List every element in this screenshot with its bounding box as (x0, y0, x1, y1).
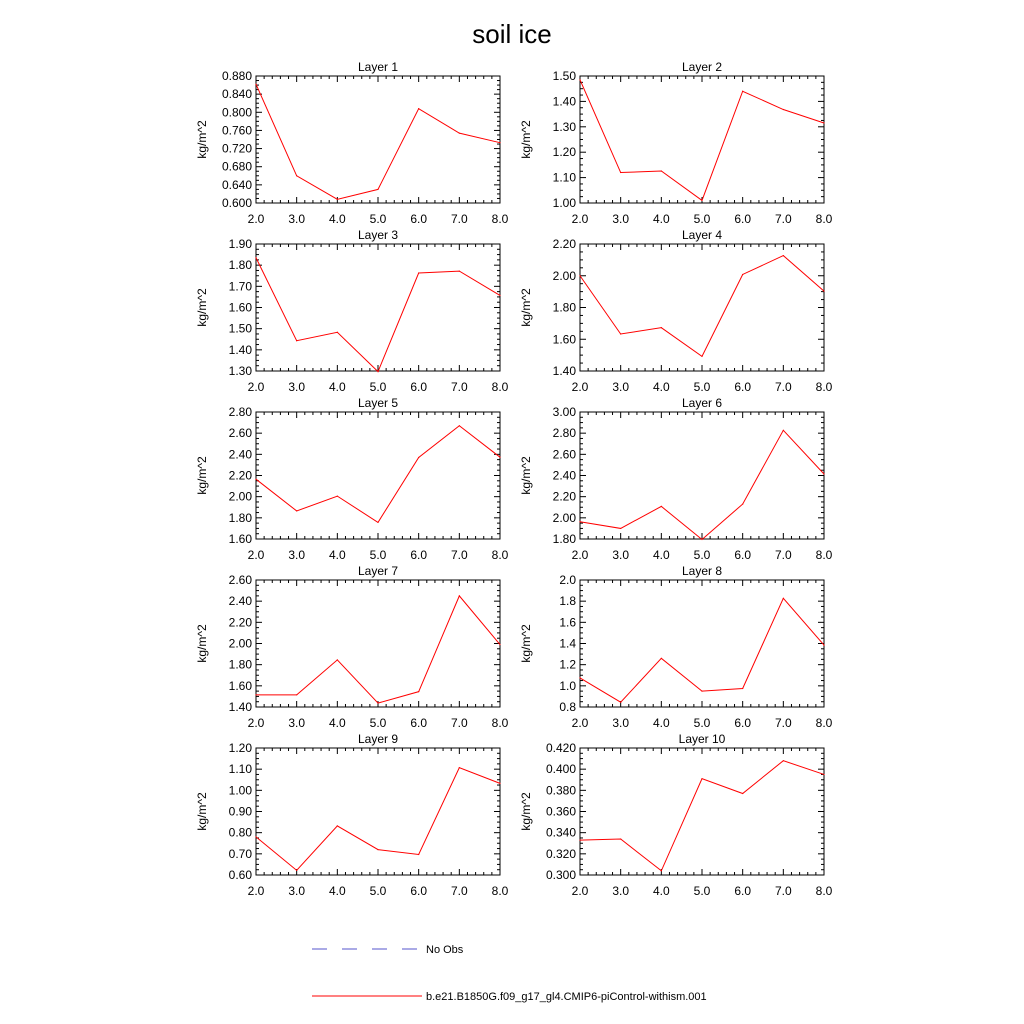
x-tick-label: 8.0 (491, 548, 509, 562)
x-tick-label: 2.0 (247, 548, 265, 562)
x-tick-label: 5.0 (693, 884, 711, 898)
x-tick-label: 5.0 (369, 212, 387, 226)
y-tick-label: 0.420 (545, 741, 576, 755)
x-tick-label: 2.0 (247, 212, 265, 226)
x-tick-label: 8.0 (491, 716, 509, 730)
y-tick-label: 1.0 (559, 678, 576, 693)
data-point (823, 473, 824, 474)
x-tick-label: 8.0 (491, 884, 509, 898)
data-point (377, 522, 378, 523)
data-point (459, 595, 460, 596)
x-tick-label: 7.0 (450, 212, 468, 226)
data-point (701, 356, 702, 357)
panel-4 (519, 228, 833, 394)
y-axis-label: kg/m^2 (519, 288, 533, 327)
y-tick-label: 1.40 (228, 342, 252, 357)
data-point (255, 84, 256, 85)
panel-title: Layer 3 (357, 228, 399, 242)
data-point (459, 133, 460, 134)
y-tick-label: 2.00 (228, 489, 252, 504)
panel-title: Layer 1 (357, 60, 399, 74)
data-point (418, 272, 419, 273)
panel-title: Layer 8 (681, 564, 723, 578)
y-tick-label: 1.6 (559, 615, 576, 630)
y-tick-label: 2.20 (552, 489, 576, 504)
x-tick-label: 3.0 (288, 380, 306, 394)
x-tick-label: 3.0 (612, 380, 630, 394)
y-tick-label: 0.840 (221, 87, 252, 102)
x-tick-label: 6.0 (410, 380, 428, 394)
data-point (255, 836, 256, 837)
data-point (701, 200, 702, 201)
data-point (823, 644, 824, 645)
x-tick-label: 2.0 (571, 884, 589, 898)
x-tick-label: 7.0 (774, 380, 792, 394)
x-tick-label: 6.0 (410, 884, 428, 898)
series-line-1 (580, 430, 824, 539)
series-line-1 (256, 258, 500, 372)
data-point (377, 189, 378, 190)
x-tick-label: 2.0 (571, 716, 589, 730)
plot-frame (256, 580, 500, 707)
series-line-1 (580, 598, 824, 702)
data-point (661, 170, 662, 171)
y-tick-label: 1.10 (552, 170, 576, 185)
y-tick-label: 1.60 (552, 332, 576, 347)
y-tick-label: 0.680 (221, 159, 252, 174)
data-point (377, 849, 378, 850)
data-point (701, 778, 702, 779)
data-point (296, 175, 297, 176)
x-tick-label: 7.0 (450, 548, 468, 562)
data-point (377, 371, 378, 372)
data-point (296, 870, 297, 871)
x-tick-label: 2.0 (247, 380, 265, 394)
legend-label-no-obs: No Obs (426, 944, 464, 956)
x-tick-label: 5.0 (369, 884, 387, 898)
x-tick-label: 8.0 (491, 380, 509, 394)
panel-10 (519, 732, 833, 898)
data-point (255, 479, 256, 480)
panel-7 (195, 564, 509, 730)
y-tick-label: 1.4 (559, 636, 576, 651)
x-tick-label: 5.0 (693, 380, 711, 394)
data-point (742, 274, 743, 275)
data-point (418, 854, 419, 855)
y-tick-label: 0.800 (221, 105, 252, 120)
plot-frame (256, 412, 500, 539)
panel-5 (195, 396, 509, 562)
x-tick-label: 4.0 (652, 716, 670, 730)
data-point (499, 644, 500, 645)
y-tick-label: 1.90 (228, 237, 252, 251)
data-point (459, 270, 460, 271)
panel-8 (519, 564, 833, 730)
data-point (620, 702, 621, 703)
y-tick-label: 0.300 (545, 868, 576, 882)
y-tick-label: 1.60 (228, 300, 252, 315)
data-point (579, 275, 580, 276)
x-tick-label: 8.0 (815, 212, 833, 226)
y-tick-label: 0.400 (545, 762, 576, 777)
data-point (823, 774, 824, 775)
data-point (783, 430, 784, 431)
y-tick-label: 0.760 (221, 123, 252, 138)
data-point (823, 122, 824, 123)
y-tick-label: 1.50 (228, 321, 252, 336)
chart-title: soil ice (472, 19, 552, 49)
y-tick-label: 1.8 (559, 594, 576, 609)
x-tick-label: 5.0 (693, 548, 711, 562)
data-point (377, 702, 378, 703)
data-point (418, 108, 419, 109)
y-tick-label: 1.80 (228, 510, 252, 525)
x-tick-label: 4.0 (652, 884, 670, 898)
x-tick-label: 2.0 (571, 548, 589, 562)
data-point (783, 255, 784, 256)
y-tick-label: 2.80 (552, 426, 576, 441)
data-point (661, 870, 662, 871)
data-point (620, 528, 621, 529)
plot-frame (256, 76, 500, 203)
data-point (255, 257, 256, 258)
y-tick-label: 2.20 (228, 468, 252, 483)
y-tick-label: 1.60 (228, 678, 252, 693)
x-tick-label: 7.0 (774, 884, 792, 898)
data-point (499, 295, 500, 296)
panel-1 (195, 60, 509, 226)
y-tick-label: 1.00 (228, 783, 252, 798)
x-tick-label: 6.0 (410, 716, 428, 730)
data-point (337, 659, 338, 660)
y-axis-label: kg/m^2 (195, 624, 209, 663)
plot-frame (580, 244, 824, 371)
plot-frame (580, 580, 824, 707)
x-tick-label: 6.0 (734, 380, 752, 394)
x-tick-label: 4.0 (652, 212, 670, 226)
x-tick-label: 3.0 (288, 212, 306, 226)
x-tick-label: 3.0 (612, 548, 630, 562)
y-tick-label: 0.60 (228, 868, 252, 882)
data-point (296, 694, 297, 695)
y-tick-label: 2.0 (559, 573, 576, 587)
data-point (661, 327, 662, 328)
series-line-1 (256, 84, 500, 199)
x-tick-label: 3.0 (612, 884, 630, 898)
data-point (579, 677, 580, 678)
panel-title: Layer 6 (681, 396, 723, 410)
data-point (742, 91, 743, 92)
x-tick-label: 7.0 (774, 212, 792, 226)
y-tick-label: 1.40 (552, 94, 576, 109)
y-tick-label: 2.60 (228, 573, 252, 587)
y-tick-label: 1.20 (228, 741, 252, 755)
data-point (742, 793, 743, 794)
x-tick-label: 8.0 (815, 884, 833, 898)
data-point (701, 539, 702, 540)
y-tick-label: 0.640 (221, 177, 252, 192)
y-axis-label: kg/m^2 (195, 120, 209, 159)
y-tick-label: 1.70 (228, 279, 252, 294)
data-point (418, 457, 419, 458)
data-point (337, 825, 338, 826)
legend-label-model: b.e21.B1850G.f09_g17_gl4.CMIP6-piControl-withism.001 (426, 991, 707, 1003)
panel-title: Layer 7 (357, 564, 399, 578)
y-axis-label: kg/m^2 (519, 624, 533, 663)
y-tick-label: 0.340 (545, 825, 576, 840)
x-tick-label: 7.0 (774, 548, 792, 562)
x-tick-label: 4.0 (652, 380, 670, 394)
legend (312, 944, 707, 1003)
x-tick-label: 3.0 (612, 212, 630, 226)
plot-frame (256, 244, 500, 371)
y-tick-label: 2.60 (552, 447, 576, 462)
y-tick-label: 1.2 (559, 657, 576, 672)
x-tick-label: 6.0 (734, 716, 752, 730)
data-point (620, 333, 621, 334)
data-point (742, 503, 743, 504)
data-point (620, 172, 621, 173)
panel-2 (519, 60, 833, 226)
series-line-1 (580, 256, 824, 357)
data-point (459, 767, 460, 768)
data-point (783, 760, 784, 761)
x-tick-label: 4.0 (328, 884, 346, 898)
x-tick-label: 3.0 (288, 548, 306, 562)
y-tick-label: 0.8 (559, 700, 576, 714)
data-point (499, 783, 500, 784)
y-tick-label: 2.60 (228, 426, 252, 441)
series-line-1 (256, 596, 500, 703)
x-tick-label: 4.0 (652, 548, 670, 562)
y-tick-label: 0.360 (545, 804, 576, 819)
x-tick-label: 8.0 (815, 548, 833, 562)
data-point (418, 691, 419, 692)
y-tick-label: 0.90 (228, 804, 252, 819)
y-tick-label: 0.880 (221, 69, 252, 83)
data-point (459, 425, 460, 426)
y-tick-label: 2.80 (228, 405, 252, 419)
y-tick-label: 1.60 (228, 532, 252, 546)
data-point (296, 510, 297, 511)
data-point (296, 340, 297, 341)
x-tick-label: 5.0 (369, 716, 387, 730)
series-line-1 (256, 768, 500, 871)
panels-container (195, 60, 833, 898)
x-tick-label: 5.0 (369, 380, 387, 394)
panel-title: Layer 4 (681, 228, 723, 242)
x-tick-label: 7.0 (450, 884, 468, 898)
data-point (579, 839, 580, 840)
data-point (620, 838, 621, 839)
x-tick-label: 2.0 (571, 380, 589, 394)
x-tick-label: 3.0 (288, 716, 306, 730)
x-tick-label: 8.0 (491, 212, 509, 226)
data-point (337, 496, 338, 497)
y-tick-label: 2.40 (552, 468, 576, 483)
x-tick-label: 2.0 (571, 212, 589, 226)
y-tick-label: 0.80 (228, 825, 252, 840)
plot-frame (256, 748, 500, 875)
panel-3 (195, 228, 509, 394)
y-tick-label: 1.80 (552, 300, 576, 315)
y-axis-label: kg/m^2 (519, 120, 533, 159)
panel-6 (519, 396, 833, 562)
x-tick-label: 4.0 (328, 548, 346, 562)
y-tick-label: 1.80 (552, 532, 576, 546)
x-tick-label: 6.0 (734, 884, 752, 898)
y-tick-label: 0.320 (545, 846, 576, 861)
y-tick-label: 1.80 (228, 657, 252, 672)
y-tick-label: 1.50 (552, 69, 576, 83)
y-tick-label: 2.20 (552, 237, 576, 251)
x-tick-label: 7.0 (450, 716, 468, 730)
data-point (337, 332, 338, 333)
y-tick-label: 2.00 (228, 636, 252, 651)
data-point (579, 79, 580, 80)
plot-frame (580, 412, 824, 539)
data-point (255, 694, 256, 695)
y-tick-label: 2.00 (552, 510, 576, 525)
x-tick-label: 7.0 (774, 716, 792, 730)
y-tick-label: 0.600 (221, 196, 252, 210)
x-tick-label: 6.0 (734, 548, 752, 562)
y-tick-label: 1.10 (228, 762, 252, 777)
x-tick-label: 8.0 (815, 716, 833, 730)
data-point (579, 521, 580, 522)
panel-title: Layer 10 (678, 732, 726, 746)
panel-9 (195, 732, 509, 898)
y-axis-label: kg/m^2 (195, 288, 209, 327)
y-tick-label: 1.30 (552, 119, 576, 134)
data-point (823, 291, 824, 292)
x-tick-label: 6.0 (410, 548, 428, 562)
x-tick-label: 8.0 (815, 380, 833, 394)
x-tick-label: 4.0 (328, 716, 346, 730)
y-tick-label: 2.20 (228, 615, 252, 630)
y-tick-label: 2.40 (228, 594, 252, 609)
x-tick-label: 4.0 (328, 380, 346, 394)
x-tick-label: 6.0 (734, 212, 752, 226)
data-point (783, 598, 784, 599)
y-tick-label: 1.40 (552, 364, 576, 378)
y-tick-label: 0.720 (221, 141, 252, 156)
x-tick-label: 2.0 (247, 884, 265, 898)
y-tick-label: 0.70 (228, 846, 252, 861)
data-point (499, 457, 500, 458)
x-tick-label: 3.0 (612, 716, 630, 730)
panel-title: Layer 2 (681, 60, 723, 74)
x-tick-label: 6.0 (410, 212, 428, 226)
series-line-1 (256, 426, 500, 523)
series-line-1 (580, 80, 824, 201)
data-point (337, 199, 338, 200)
y-tick-label: 2.00 (552, 268, 576, 283)
y-tick-label: 1.40 (228, 700, 252, 714)
series-line-1 (580, 761, 824, 871)
plot-frame (580, 748, 824, 875)
x-tick-label: 7.0 (450, 380, 468, 394)
panel-title: Layer 9 (357, 732, 399, 746)
data-point (661, 658, 662, 659)
y-tick-label: 1.80 (228, 258, 252, 273)
y-axis-label: kg/m^2 (195, 792, 209, 831)
y-tick-label: 1.00 (552, 196, 576, 210)
y-axis-label: kg/m^2 (195, 456, 209, 495)
data-point (499, 142, 500, 143)
x-tick-label: 3.0 (288, 884, 306, 898)
plot-frame (580, 76, 824, 203)
y-tick-label: 0.380 (545, 783, 576, 798)
x-tick-label: 5.0 (369, 548, 387, 562)
x-tick-label: 2.0 (247, 716, 265, 730)
y-axis-label: kg/m^2 (519, 456, 533, 495)
data-point (783, 109, 784, 110)
data-point (742, 688, 743, 689)
x-tick-label: 5.0 (693, 212, 711, 226)
y-tick-label: 2.40 (228, 447, 252, 462)
x-tick-label: 4.0 (328, 212, 346, 226)
y-tick-label: 3.00 (552, 405, 576, 419)
y-tick-label: 1.30 (228, 364, 252, 378)
x-tick-label: 5.0 (693, 716, 711, 730)
data-point (701, 691, 702, 692)
panel-title: Layer 5 (357, 396, 399, 410)
y-tick-label: 1.20 (552, 145, 576, 160)
y-axis-label: kg/m^2 (519, 792, 533, 831)
data-point (661, 506, 662, 507)
